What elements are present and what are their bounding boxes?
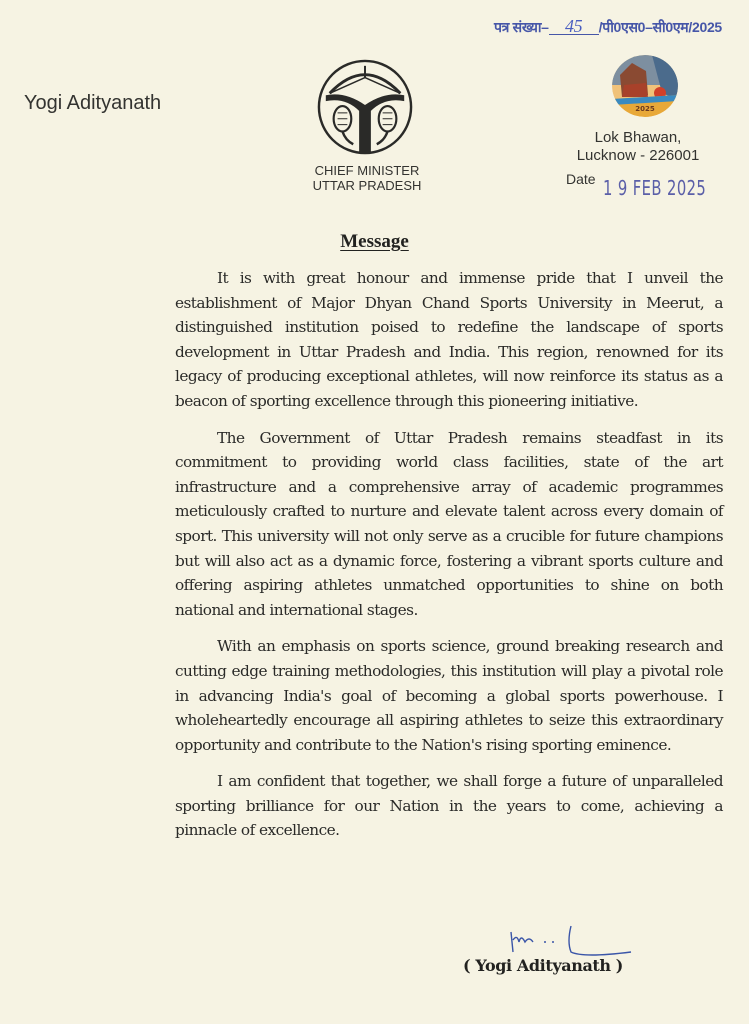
reference-prefix: पत्र संख्या– xyxy=(494,19,549,35)
address-line-1: Lok Bhawan, xyxy=(594,129,682,146)
office-line-1: CHIEF MINISTER xyxy=(314,163,420,178)
signatory-name: ( Yogi Adityanath ) xyxy=(463,956,623,975)
office-line-2: UTTAR PRADESH xyxy=(312,178,422,193)
reference-number-handwritten: 45 xyxy=(549,18,599,35)
message-body xyxy=(175,266,723,855)
paragraph-2: The Government of Uttar Pradesh remains steadfast in its commitment to providing world class facilities, state of the art infrastructure and a comprehensive array of academic programmes meticulously crafted to nurture and elevate talent across every domain of sport. This university will not only serve as a crucible for future champions but will also act as a dynamic force, fostering a vibrant sports culture and offering aspiring athletes unmatched opportunities to shine on both national and international stages. xyxy=(175,428,723,619)
mahakumbh-logo-icon xyxy=(612,55,678,117)
reference-suffix: /पी0एस0–सी0एम/2025 xyxy=(598,19,722,35)
paragraph-3: With an emphasis on sports science, ground breaking research and cutting edge training methodologies, this institution will play a pivotal role in advancing India's goal of becoming a global sports powerhouse. I wholeheartedly encourage all aspiring athletes to seize this extraordinary opportunity and contribute to the Nation's rising sporting eminence. xyxy=(175,637,723,754)
office-designation xyxy=(300,163,434,193)
message-title xyxy=(0,231,749,253)
sticker-year: 2025 xyxy=(635,105,655,113)
sender-name-header: Yogi Adityanath xyxy=(24,92,162,114)
date-label: Date xyxy=(566,171,596,187)
date-stamp: 1 9 FEB 2025 xyxy=(603,176,707,200)
message-title-text: Message xyxy=(340,231,409,252)
address-line-2: Lucknow - 226001 xyxy=(576,147,700,164)
state-emblem-icon xyxy=(316,58,414,156)
reference-number xyxy=(494,18,722,37)
paragraph-4: I am confident that together, we shall forge a future of unparalleled sporting brilliance for our Nation in the years to come, achieving a pinnacle of excellence. xyxy=(175,772,723,840)
paragraph-1: It is with great honour and immense pride that I unveil the establishment of Major Dhyan Chand Sports University in Meerut, a distinguished institution poised to redefine the landscape of sports development in Uttar Pradesh and India. This region, renowned for its legacy of producing exceptional athletes, will now reinforce its status as a beacon of sporting excellence through this pioneering initiative. xyxy=(175,269,723,410)
address xyxy=(568,129,708,165)
